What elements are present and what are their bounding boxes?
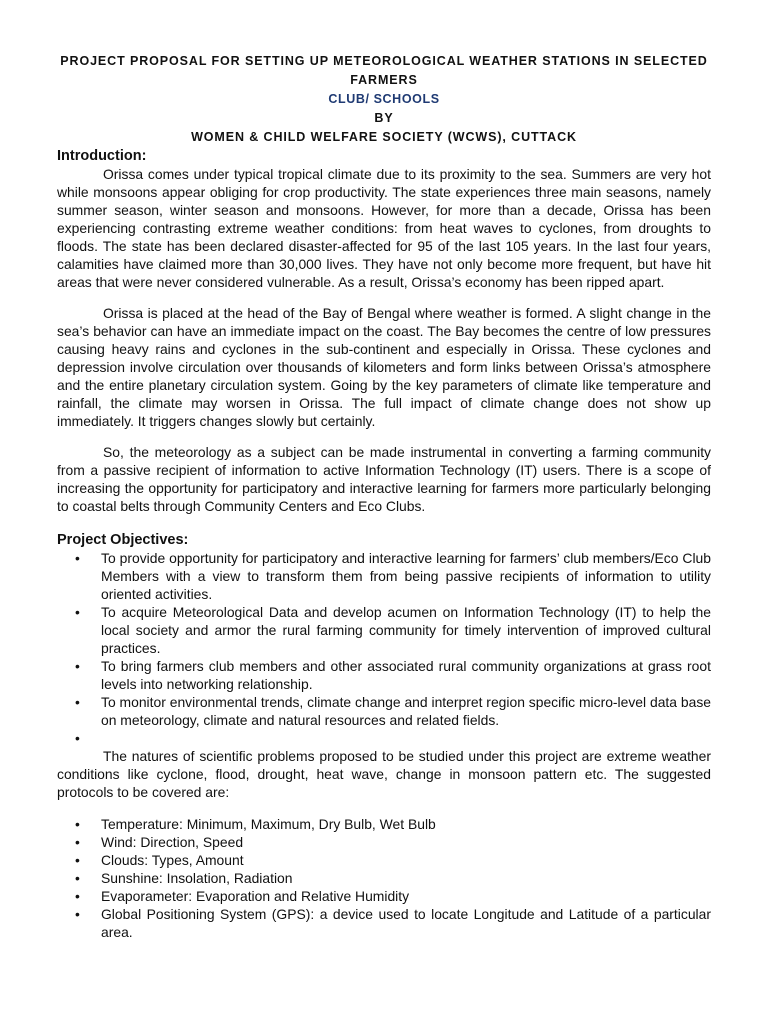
bullet-icon: • xyxy=(75,852,80,868)
bullet-icon: • xyxy=(75,870,80,886)
intro-paragraph-1: Orissa comes under typical tropical climate due to its proximity to the sea. Summers are very hot while monsoons appear obliging for crop productivity. The state experiences three main seasons, namely summer season, winter season and monsoons. However, for more than a decade, Orissa has been experiencing contrasting extreme weather conditions: from heat waves to cyclones, from droughts to floods. The state has been declared disaster-affected for 95 of the last 105 years. In the last four years, calamities have claimed more than 30,000 lives. They have not only become more frequent, but have hit areas that were never considered vulnerable. As a result, Orissa’s economy has been ripped apart. xyxy=(57,166,711,290)
intro-paragraph-3: So, the meteorology as a subject can be made instrumental in converting a farming community from a passive recipient of information to active Information Technology (IT) users. There is a scope of increasing the opportunity for participatory and interactive learning for farmers more particularly belonging to coastal belts through Community Centers and Eco Clubs. xyxy=(57,444,711,514)
list-item: • Evaporameter: Evaporation and Relative Humidity xyxy=(75,888,410,904)
bullet-icon: • xyxy=(75,604,80,620)
introduction-heading: Introduction: xyxy=(57,148,147,164)
list-item: • To monitor environmental trends, climate change and interpret region specific micro-level data base on meteorology, climate and natural resources and related fields. xyxy=(75,694,711,728)
list-item: • Wind: Direction, Speed xyxy=(75,834,244,850)
document-title-by: BY xyxy=(374,111,394,125)
document-title-line-2: CLUB/ SCHOOLS xyxy=(328,92,440,106)
list-item: • To bring farmers club members and other associated rural community organizations at grass root levels into networking relationship. xyxy=(75,658,711,692)
document-title-line-1: PROJECT PROPOSAL FOR SETTING UP METEOROLOGICAL WEATHER STATIONS IN SELECTED FARMERS xyxy=(60,54,708,87)
bullet-icon: • xyxy=(75,550,80,566)
bullet-icon: • xyxy=(75,658,80,674)
intro-paragraph-2: Orissa is placed at the head of the Bay of Bengal where weather is formed. A slight change in the sea’s behavior can have an immediate impact on the coast. The Bay becomes the centre of low pressures causing heavy rains and cyclones in the sub-continent and especially in Orissa. These cyclones and depression involve circulation over thousands of kilometers and form links between Orissa’s atmosphere and the entire planetary circulation system. Going by the key parameters of climate like temperature and rainfall, the climate may worsen in Orissa. The full impact of climate change does not show up immediately. It triggers changes slowly but certainly. xyxy=(57,305,711,429)
bullet-icon: • xyxy=(75,694,80,710)
objectives-heading: Project Objectives: xyxy=(57,532,189,548)
list-item: • To provide opportunity for participatory and interactive learning for farmers’ club members/Eco Club Members with a view to transform them from being passive recipients of information to utility oriented activities. xyxy=(75,550,711,602)
list-item: • Clouds: Types, Amount xyxy=(75,852,244,868)
bullet-icon: • xyxy=(75,888,80,904)
list-item: • To acquire Meteorological Data and develop acumen on Information Technology (IT) to help the local society and armor the rural farming community for timely intervention of improved cultural practices. xyxy=(75,604,711,656)
document-author: WOMEN & CHILD WELFARE SOCIETY (WCWS), CUTTACK xyxy=(191,130,577,144)
bullet-icon: • xyxy=(75,816,80,832)
list-item: • Global Positioning System (GPS): a device used to locate Longitude and Latitude of a particular area. xyxy=(75,906,711,940)
objectives-list xyxy=(57,549,711,747)
bullet-icon: • xyxy=(75,730,80,746)
protocols-list xyxy=(57,815,711,941)
list-item: • Sunshine: Insolation, Radiation xyxy=(75,870,293,886)
list-item: • Temperature: Minimum, Maximum, Dry Bulb, Wet Bulb xyxy=(75,816,436,832)
list-item xyxy=(57,729,711,747)
scientific-problems-paragraph: The natures of scientific problems proposed to be studied under this project are extreme weather conditions like cyclone, flood, drought, heat wave, change in monsoon pattern etc. The suggested protocols to be covered are: xyxy=(57,748,711,800)
bullet-icon: • xyxy=(75,834,80,850)
bullet-icon: • xyxy=(75,906,80,922)
